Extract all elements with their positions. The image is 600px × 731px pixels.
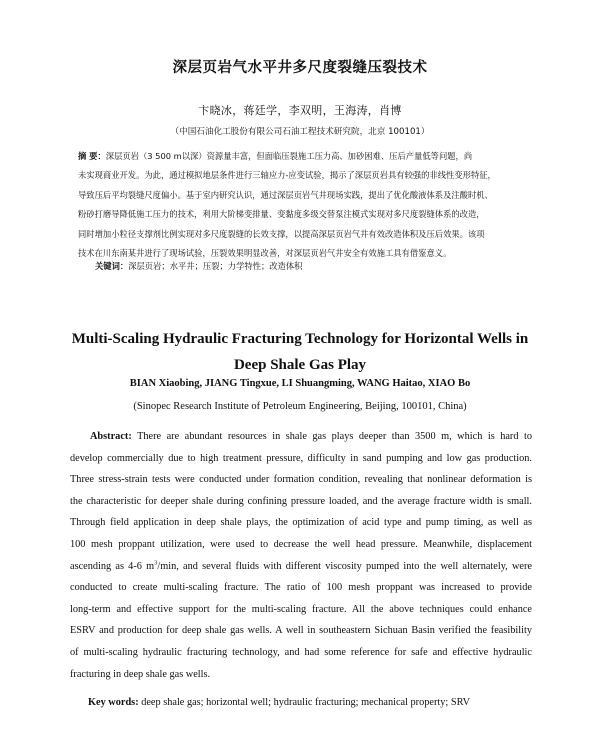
english-title-line: Multi-Scaling Hydraulic Fracturing Technology for Horizontal Wells in <box>71 331 529 347</box>
chinese-abstract-line: 同时增加小粒径支撑剂比例实现对多尺度裂缝的长效支撑，以提高深层页岩气井有效改造体积及压后效果。该项 <box>78 228 485 239</box>
english-affiliation: (Sinopec Research Institute of Petroleum Engineering, Beijing, 100101, China) <box>133 401 467 412</box>
chinese-abstract-line: 导致压后平均裂缝尺度偏小。基于室内研究认识，通过深层页岩气井现场实践，提出了优化酸液体系及注酸时机、 <box>78 189 493 200</box>
english-authors: BIAN Xiaobing, JIANG Tingxue, LI Shuangming, WANG Haitao, XIAO Bo <box>129 378 471 389</box>
english-abstract-line: of multi-scaling hydraulic fracturing technology, and had some reference for safe and effective hydraulic <box>70 646 532 658</box>
chinese-keywords-label: 关键词： <box>95 261 129 271</box>
chinese-keywords: 关键词：深层页岩；水平井；压裂；力学特性；改造体积 <box>95 261 303 271</box>
english-abstract-line: 100 mesh proppant utilization, were used to decrease the well head pressure. Meanwhile, displacement <box>70 538 532 550</box>
english-title-line: Deep Shale Gas Play <box>233 357 367 373</box>
english-abstract-line: ascending as 4-6 $m^3/\min$, and several fluids with different viscosity pumped into the well alternately, were <box>70 559 532 572</box>
english-abstract-line: Three stress-strain tests were conducted under formation condition, revealing that nonlinear deformation is <box>70 474 532 486</box>
english-title <box>0 326 600 378</box>
english-abstract-label: Abstract: <box>90 431 132 442</box>
english-abstract-line: Through field application in deep shale plays, the optimization of acid type and pump timing, as well as <box>70 517 532 529</box>
chinese-abstract-line: 未实现商业开发。为此，通过模拟地层条件进行三轴应力-应变试验，揭示了深层页岩具有较强的非线性变形特征， <box>78 170 496 181</box>
chinese-abstract-line: 技术在川东南某井进行了现场试验，压裂效果明显改善，对深层页岩气井安全有效施工具有借鉴意义。 <box>78 248 452 259</box>
english-abstract-line: develop commercially due to high treatment pressure, difficulty in sand pumping and low gas production. <box>70 452 532 464</box>
chinese-abstract-line: 粉砂打磨导降低施工压力的技术，利用大阶梯变排量、变黏度多级交替泵注模式实现对多尺度裂缝体系的改造， <box>78 209 485 220</box>
superscript-three: 3 <box>154 559 158 567</box>
english-abstract-line: long-term and effective support for the multi-scaling fracture. All the above techniques could enhance <box>70 603 532 615</box>
english-abstract <box>70 426 532 685</box>
english-abstract-line: ESRV and production for deep shale gas wells. A well in southeastern Sichuan Basin verified the feasibility <box>70 625 532 637</box>
english-abstract-line: the characteristic for deeper shale during confining pressure loaded, and the average fracture width is small. <box>70 495 532 507</box>
chinese-authors: 卞晓冰，蒋廷学，李双明，王海涛，肖博 <box>198 104 402 117</box>
english-abstract-line: Abstract: There are abundant resources in shale gas plays deeper than 3500 m, which is hard to <box>90 431 532 442</box>
chinese-title: 深层页岩气水平井多尺度裂缝压裂技术 <box>172 60 428 76</box>
english-keywords: Key words: deep shale gas; horizontal well; hydraulic fracturing; mechanical property; SRV <box>88 697 471 708</box>
english-keywords-label: Key words: <box>88 697 139 708</box>
chinese-abstract-label: 摘 要： <box>78 151 106 161</box>
chinese-abstract-line: 摘 要：深层页岩（3 500 m以深）资源量丰富，但面临压裂施工压力高、加砂困难、压后产量低等问题，尚 <box>78 151 473 161</box>
chinese-abstract <box>78 147 548 263</box>
english-abstract-line: fracturing in deep shale gas wells. <box>70 668 211 680</box>
english-abstract-line: conducted to create multi-scaling fracture. The ratio of 100 mesh proppant was increased to provide <box>70 582 532 594</box>
chinese-affiliation: （中国石油化工股份有限公司石油工程技术研究院，北京 100101） <box>170 127 430 137</box>
